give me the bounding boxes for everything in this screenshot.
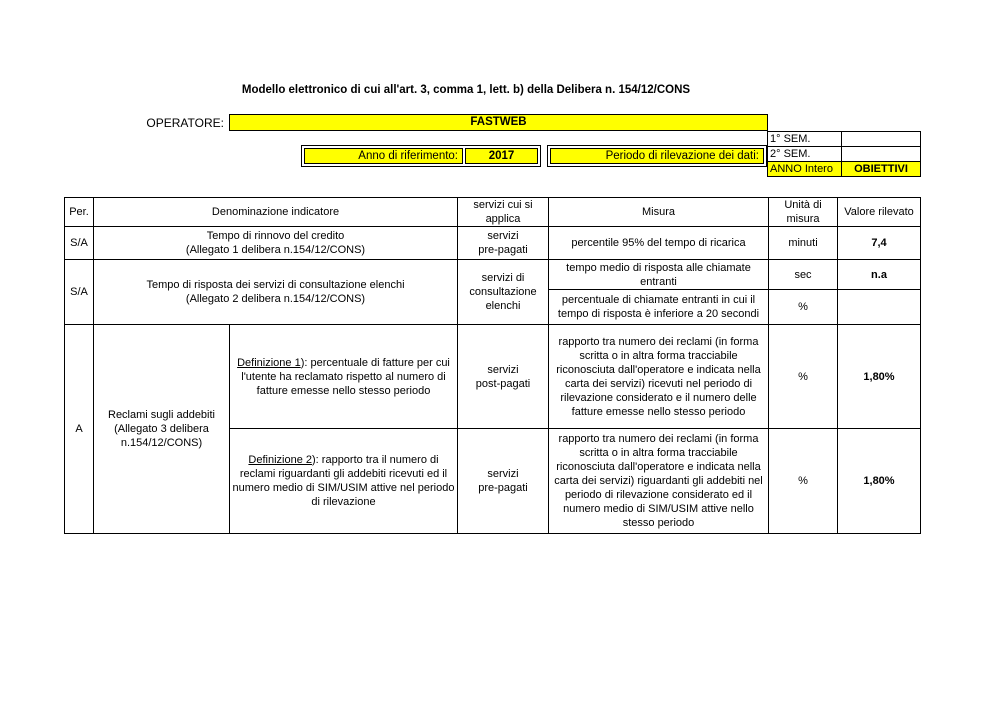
semester-table bbox=[767, 131, 921, 177]
operator-value: FASTWEB bbox=[229, 114, 768, 131]
row2a-unit: sec bbox=[769, 260, 838, 290]
row3a-measure: rapporto tra numero dei reclami (in forma scritta o in altra forma tracciabile riconosciuta dall'operatore e indicata nella carta dei servizi) ricevuti nel periodo di rilevazione considerato e il numero delle fatture emesse nello stesso periodo bbox=[549, 325, 769, 429]
header-unit: Unità di misura bbox=[769, 198, 838, 227]
full-year-label: ANNO Intero bbox=[768, 162, 842, 177]
row3a-services: servizi post-pagati bbox=[458, 325, 549, 429]
row3b-measure: rapporto tra numero dei reclami (in forma scritta o in altra forma tracciabile riconosciuta dall'operatore e indicata nella carta dei servizi) riguardanti gli addebiti nel periodo di rilevazione considerato ed il numero medio di SIM/USIM attive nello stesso periodo bbox=[549, 429, 769, 534]
table-row bbox=[65, 325, 921, 429]
row1-services: servizi pre-pagati bbox=[458, 227, 549, 260]
semester-2-label: 2° SEM. bbox=[768, 147, 842, 162]
row3b-definition-title: Definizione 2 bbox=[248, 454, 313, 466]
reference-year-label: Anno di riferimento: bbox=[304, 148, 463, 164]
header-indicator: Denominazione indicatore bbox=[94, 198, 458, 227]
row3b-unit: % bbox=[769, 429, 838, 534]
row2a-value: n.a bbox=[838, 260, 921, 290]
row2b-unit: % bbox=[769, 290, 838, 325]
row2b-value bbox=[838, 290, 921, 325]
row3b-services: servizi pre-pagati bbox=[458, 429, 549, 534]
row2a-measure: tempo medio di risposta alle chiamate entranti bbox=[549, 260, 769, 290]
row3a-unit: % bbox=[769, 325, 838, 429]
row2-per: S/A bbox=[65, 260, 94, 325]
header-value: Valore rilevato bbox=[838, 198, 921, 227]
table-row bbox=[65, 227, 921, 260]
semester-2-value bbox=[842, 147, 921, 162]
row2b-measure: percentuale di chiamate entranti in cui il tempo di risposta è inferiore a 20 secondi bbox=[549, 290, 769, 325]
document-title: Modello elettronico di cui all'art. 3, comma 1, lett. b) della Delibera n. 154/12/CONS bbox=[241, 84, 691, 96]
detection-period-label: Periodo di rilevazione dei dati: bbox=[550, 148, 764, 164]
row3a-value: 1,80% bbox=[838, 325, 921, 429]
row3a-definition-text: ): percentuale di fatture per cui l'utente ha reclamato rispetto al numero di fatture emesse nello stesso periodo bbox=[241, 356, 450, 397]
header-measure: Misura bbox=[549, 198, 769, 227]
row1-value: 7,4 bbox=[838, 227, 921, 260]
reference-year-value: 2017 bbox=[465, 148, 538, 164]
row1-unit: minuti bbox=[769, 227, 838, 260]
semester-1-value bbox=[842, 132, 921, 147]
full-year-value: OBIETTIVI bbox=[842, 162, 921, 177]
row2-services: servizi di consultazione elenchi bbox=[458, 260, 549, 325]
header-per: Per. bbox=[65, 198, 94, 227]
row3-per: A bbox=[65, 325, 94, 534]
row3a-definition-title: Definizione 1 bbox=[237, 356, 301, 369]
row1-measure: percentile 95% del tempo di ricarica bbox=[549, 227, 769, 260]
row3b-definition bbox=[230, 429, 458, 534]
row3b-definition-text: ): rapporto tra il numero di reclami riguardanti gli addebiti ricevuti ed il numero medio di SIM/USIM attive nel periodo di rilevazione bbox=[232, 454, 455, 508]
operator-label: OPERATORE: bbox=[146, 116, 224, 130]
row1-per: S/A bbox=[65, 227, 94, 260]
table-header-row bbox=[65, 198, 921, 227]
indicators-table bbox=[64, 197, 921, 534]
semester-1-label: 1° SEM. bbox=[768, 132, 842, 147]
row3-indicator: Reclami sugli addebiti (Allegato 3 delibera n.154/12/CONS) bbox=[94, 325, 230, 534]
header-services: servizi cui si applica bbox=[458, 198, 549, 227]
row3b-value: 1,80% bbox=[838, 429, 921, 534]
row2-indicator: Tempo di risposta dei servizi di consultazione elenchi (Allegato 2 delibera n.154/12/CONS) bbox=[94, 260, 458, 325]
table-row bbox=[65, 260, 921, 290]
row1-indicator: Tempo di rinnovo del credito (Allegato 1 delibera n.154/12/CONS) bbox=[94, 227, 458, 260]
row3a-definition bbox=[230, 325, 458, 429]
